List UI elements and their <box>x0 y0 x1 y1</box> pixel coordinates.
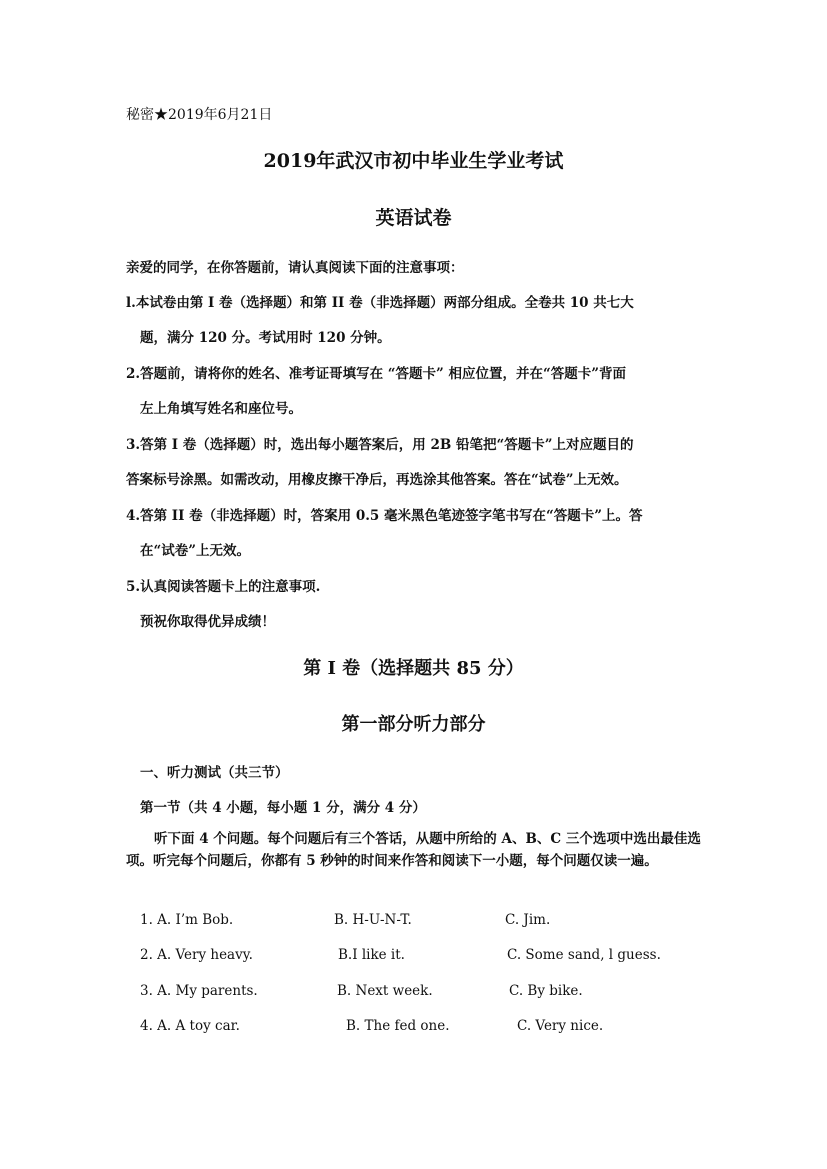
q1-option-a: 1. A. I’m Bob. <box>140 912 234 928</box>
notice-line-4: 4.答第 II 卷（非选择题）时，答案用 0.5 毫米黑色笔迹签字笔书写在“答题卡”上。答 <box>126 508 643 524</box>
secret-date-line: 秘密★2019年6月21日 <box>126 107 273 123</box>
notice-line-3-cont: 答案标号涂黑。如需改动，用橡皮擦干净后，再选涂其他答案。答在“试卷”上无效。 <box>126 472 628 488</box>
part1-title: 第一部分听力部分 <box>341 714 486 735</box>
q2-option-a: 2. A. Very heavy. <box>140 947 253 963</box>
section-heading: 一、听力测试（共三节） <box>140 765 289 781</box>
notice-line-5: 5.认真阅读答题卡上的注意事项. <box>126 579 321 595</box>
notice-line-1-cont: 题，满分 120 分。考试用时 120 分钟。 <box>140 330 391 346</box>
q4-option-a: 4. A. A toy car. <box>140 1018 240 1034</box>
notice-line-3: 3.答第 I 卷（选择题）时，选出每小题答案后，用 2B 铅笔把“答题卡”上对应题目的 <box>126 437 634 453</box>
notice-line-1: l.本试卷由第 I 卷（选择题）和第 II 卷（非选择题）两部分组成。全卷共 10 共七大 <box>126 295 634 311</box>
notice-line-2-cont: 左上角填写姓名和座位号。 <box>140 401 302 417</box>
q3-option-b: B. Next week. <box>337 983 433 999</box>
q3-option-a: 3. A. My parents. <box>140 983 258 999</box>
notice-wish: 预祝你取得优异成绩！ <box>140 614 275 630</box>
q2-option-b: B.I like it. <box>338 947 405 963</box>
paper-title: 英语试卷 <box>375 207 452 229</box>
q4-option-c: C. Very nice. <box>517 1018 604 1034</box>
volume1-title: 第 I 卷（选择题共 85 分） <box>303 658 524 679</box>
exam-title: 2019年武汉市初中毕业生学业考试 <box>263 150 564 172</box>
notice-line-2: 2.答题前，请将你的姓名、准考证哥填写在 “答题卡” 相应位置，并在“答题卡”背面 <box>126 366 627 382</box>
q4-option-b: B. The fed one. <box>346 1018 450 1034</box>
notice-line-4-cont: 在“试卷”上无效。 <box>140 543 251 559</box>
notice-intro: 亲爱的同学，在你答题前，请认真阅读下面的注意事项： <box>126 260 464 276</box>
q1-option-c: C. Jim. <box>505 912 551 928</box>
listening-instructions: 听下面 4 个问题。每个问题后有三个答话，从题中所给的 A、B、C 三个选项中选出最佳选项。听完每个问题后，你都有 5 秒钟的时间来作答和阅读下一小题，每个问题仅读一遍。 <box>126 831 701 869</box>
q1-option-b: B. H-U-N-T. <box>334 912 412 928</box>
section1-heading: 第一节（共 4 小题，每小题 1 分，满分 4 分） <box>140 800 426 816</box>
q3-option-c: C. By bike. <box>509 983 583 999</box>
q2-option-c: C. Some sand, l guess. <box>507 947 661 963</box>
